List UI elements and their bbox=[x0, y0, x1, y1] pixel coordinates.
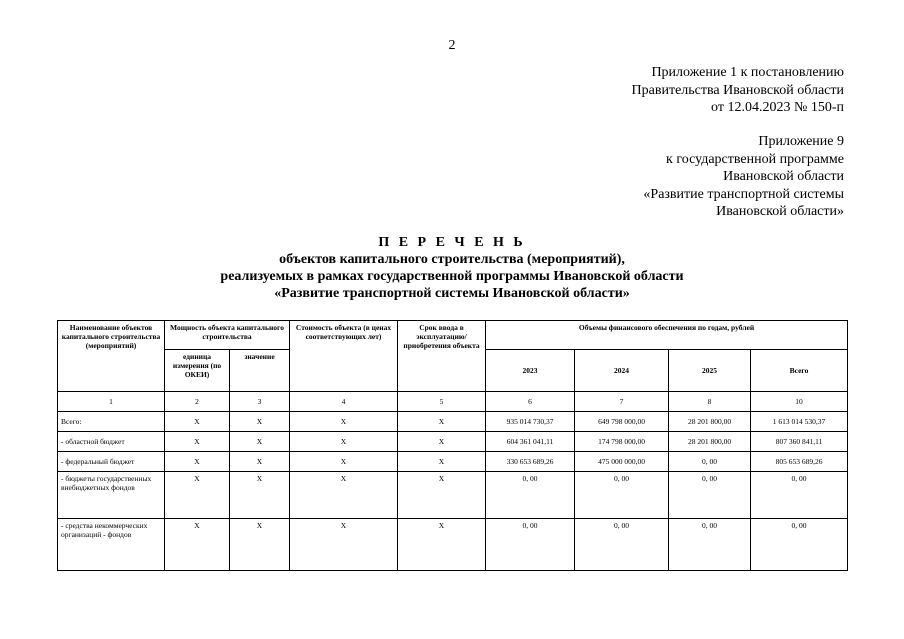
header-2024: 2024 bbox=[575, 349, 669, 391]
annex-9-line: «Развитие транспортной системы bbox=[643, 186, 844, 202]
row-2024: 0, 00 bbox=[575, 518, 669, 570]
row-value: X bbox=[230, 412, 290, 432]
header-funding: Объемы финансового обеспечения по годам, рублей bbox=[486, 321, 848, 350]
row-2025: 0, 00 bbox=[669, 452, 751, 472]
table-row bbox=[58, 412, 848, 432]
row-cost: X bbox=[290, 472, 398, 519]
row-term: X bbox=[398, 432, 486, 452]
title-line: «Развитие транспортной системы Ивановской области» bbox=[274, 286, 630, 301]
header-total: Всего bbox=[751, 349, 848, 391]
column-number: 10 bbox=[751, 392, 848, 412]
row-2024: 174 798 000,00 bbox=[575, 432, 669, 452]
row-unit: X bbox=[165, 412, 230, 432]
row-2023: 604 361 041,11 bbox=[486, 432, 575, 452]
column-number: 6 bbox=[486, 392, 575, 412]
header-2023: 2023 bbox=[486, 349, 575, 391]
row-name: - средства некоммерческих организаций - фондов bbox=[58, 518, 165, 570]
row-cost: X bbox=[290, 432, 398, 452]
title-heading: П Е Р Е Ч Е Н Ь bbox=[378, 235, 526, 250]
row-2025: 0, 00 bbox=[669, 472, 751, 519]
column-number: 3 bbox=[230, 392, 290, 412]
row-cost: X bbox=[290, 518, 398, 570]
header-2025: 2025 bbox=[669, 349, 751, 391]
header-name: Наименование объектов капитального строительства (мероприятий) bbox=[58, 321, 165, 392]
row-2023: 330 653 689,26 bbox=[486, 452, 575, 472]
row-2025: 28 201 800,00 bbox=[669, 412, 751, 432]
row-term: X bbox=[398, 452, 486, 472]
annex-9-line: к государственной программе bbox=[666, 151, 844, 167]
row-name: - областной бюджет bbox=[58, 432, 165, 452]
annex-1-line: Правительства Ивановской области bbox=[631, 82, 844, 98]
row-term: X bbox=[398, 412, 486, 432]
row-value: X bbox=[230, 518, 290, 570]
annex-9-block bbox=[643, 133, 844, 221]
row-total: 805 653 689,26 bbox=[751, 452, 848, 472]
row-cost: X bbox=[290, 452, 398, 472]
header-capacity: Мощность объекта капитального строительства bbox=[165, 321, 290, 350]
title-line: реализуемых в рамках государственной программы Ивановской области bbox=[220, 269, 684, 284]
row-2024: 0, 00 bbox=[575, 472, 669, 519]
table-row bbox=[58, 472, 848, 519]
row-cost: X bbox=[290, 412, 398, 432]
row-unit: X bbox=[165, 518, 230, 570]
column-number: 2 bbox=[165, 392, 230, 412]
row-2025: 0, 00 bbox=[669, 518, 751, 570]
row-name: - федеральный бюджет bbox=[58, 452, 165, 472]
table-row bbox=[58, 518, 848, 570]
annex-1-line: Приложение 1 к постановлению bbox=[651, 65, 844, 80]
annex-9-line: Приложение 9 bbox=[758, 134, 844, 149]
row-total: 0, 00 bbox=[751, 518, 848, 570]
row-term: X bbox=[398, 472, 486, 519]
row-value: X bbox=[230, 472, 290, 519]
row-2023: 0, 00 bbox=[486, 518, 575, 570]
row-name: - бюджеты государственных внебюджетных фондов bbox=[58, 472, 165, 519]
annex-1-block bbox=[632, 64, 844, 117]
document-title bbox=[0, 234, 904, 302]
row-2025: 28 201 800,00 bbox=[669, 432, 751, 452]
row-unit: X bbox=[165, 432, 230, 452]
column-number-row bbox=[58, 392, 848, 412]
page-number: 2 bbox=[448, 38, 456, 53]
row-value: X bbox=[230, 452, 290, 472]
row-value: X bbox=[230, 432, 290, 452]
row-2024: 475 000 000,00 bbox=[575, 452, 669, 472]
row-term: X bbox=[398, 518, 486, 570]
title-line: объектов капитального строительства (мероприятий), bbox=[279, 252, 625, 267]
header-value: значение bbox=[230, 349, 290, 391]
row-2024: 649 798 000,00 bbox=[575, 412, 669, 432]
annex-9-line: Ивановской области» bbox=[716, 204, 844, 219]
row-unit: X bbox=[165, 472, 230, 519]
row-name: Всего: bbox=[58, 412, 165, 432]
annex-1-line: от 12.04.2023 № 150-п bbox=[711, 100, 844, 115]
row-total: 1 613 014 530,37 bbox=[751, 412, 848, 432]
column-number: 5 bbox=[398, 392, 486, 412]
header-term: Срок ввода в эксплуатацию/ приобретения объекта bbox=[398, 321, 486, 392]
financing-table bbox=[57, 320, 848, 571]
row-2023: 935 014 730,37 bbox=[486, 412, 575, 432]
column-number: 7 bbox=[575, 392, 669, 412]
column-number: 8 bbox=[669, 392, 751, 412]
row-2023: 0, 00 bbox=[486, 472, 575, 519]
header-cost: Стоимость объекта (в ценах соответствующих лет) bbox=[290, 321, 398, 392]
header-unit: единица измерения (по ОКЕИ) bbox=[165, 349, 230, 391]
table-row bbox=[58, 432, 848, 452]
column-number: 1 bbox=[58, 392, 165, 412]
row-unit: X bbox=[165, 452, 230, 472]
row-total: 807 360 841,11 bbox=[751, 432, 848, 452]
column-number: 4 bbox=[290, 392, 398, 412]
table-row bbox=[58, 452, 848, 472]
annex-9-line: Ивановской области bbox=[723, 169, 844, 184]
row-total: 0, 00 bbox=[751, 472, 848, 519]
